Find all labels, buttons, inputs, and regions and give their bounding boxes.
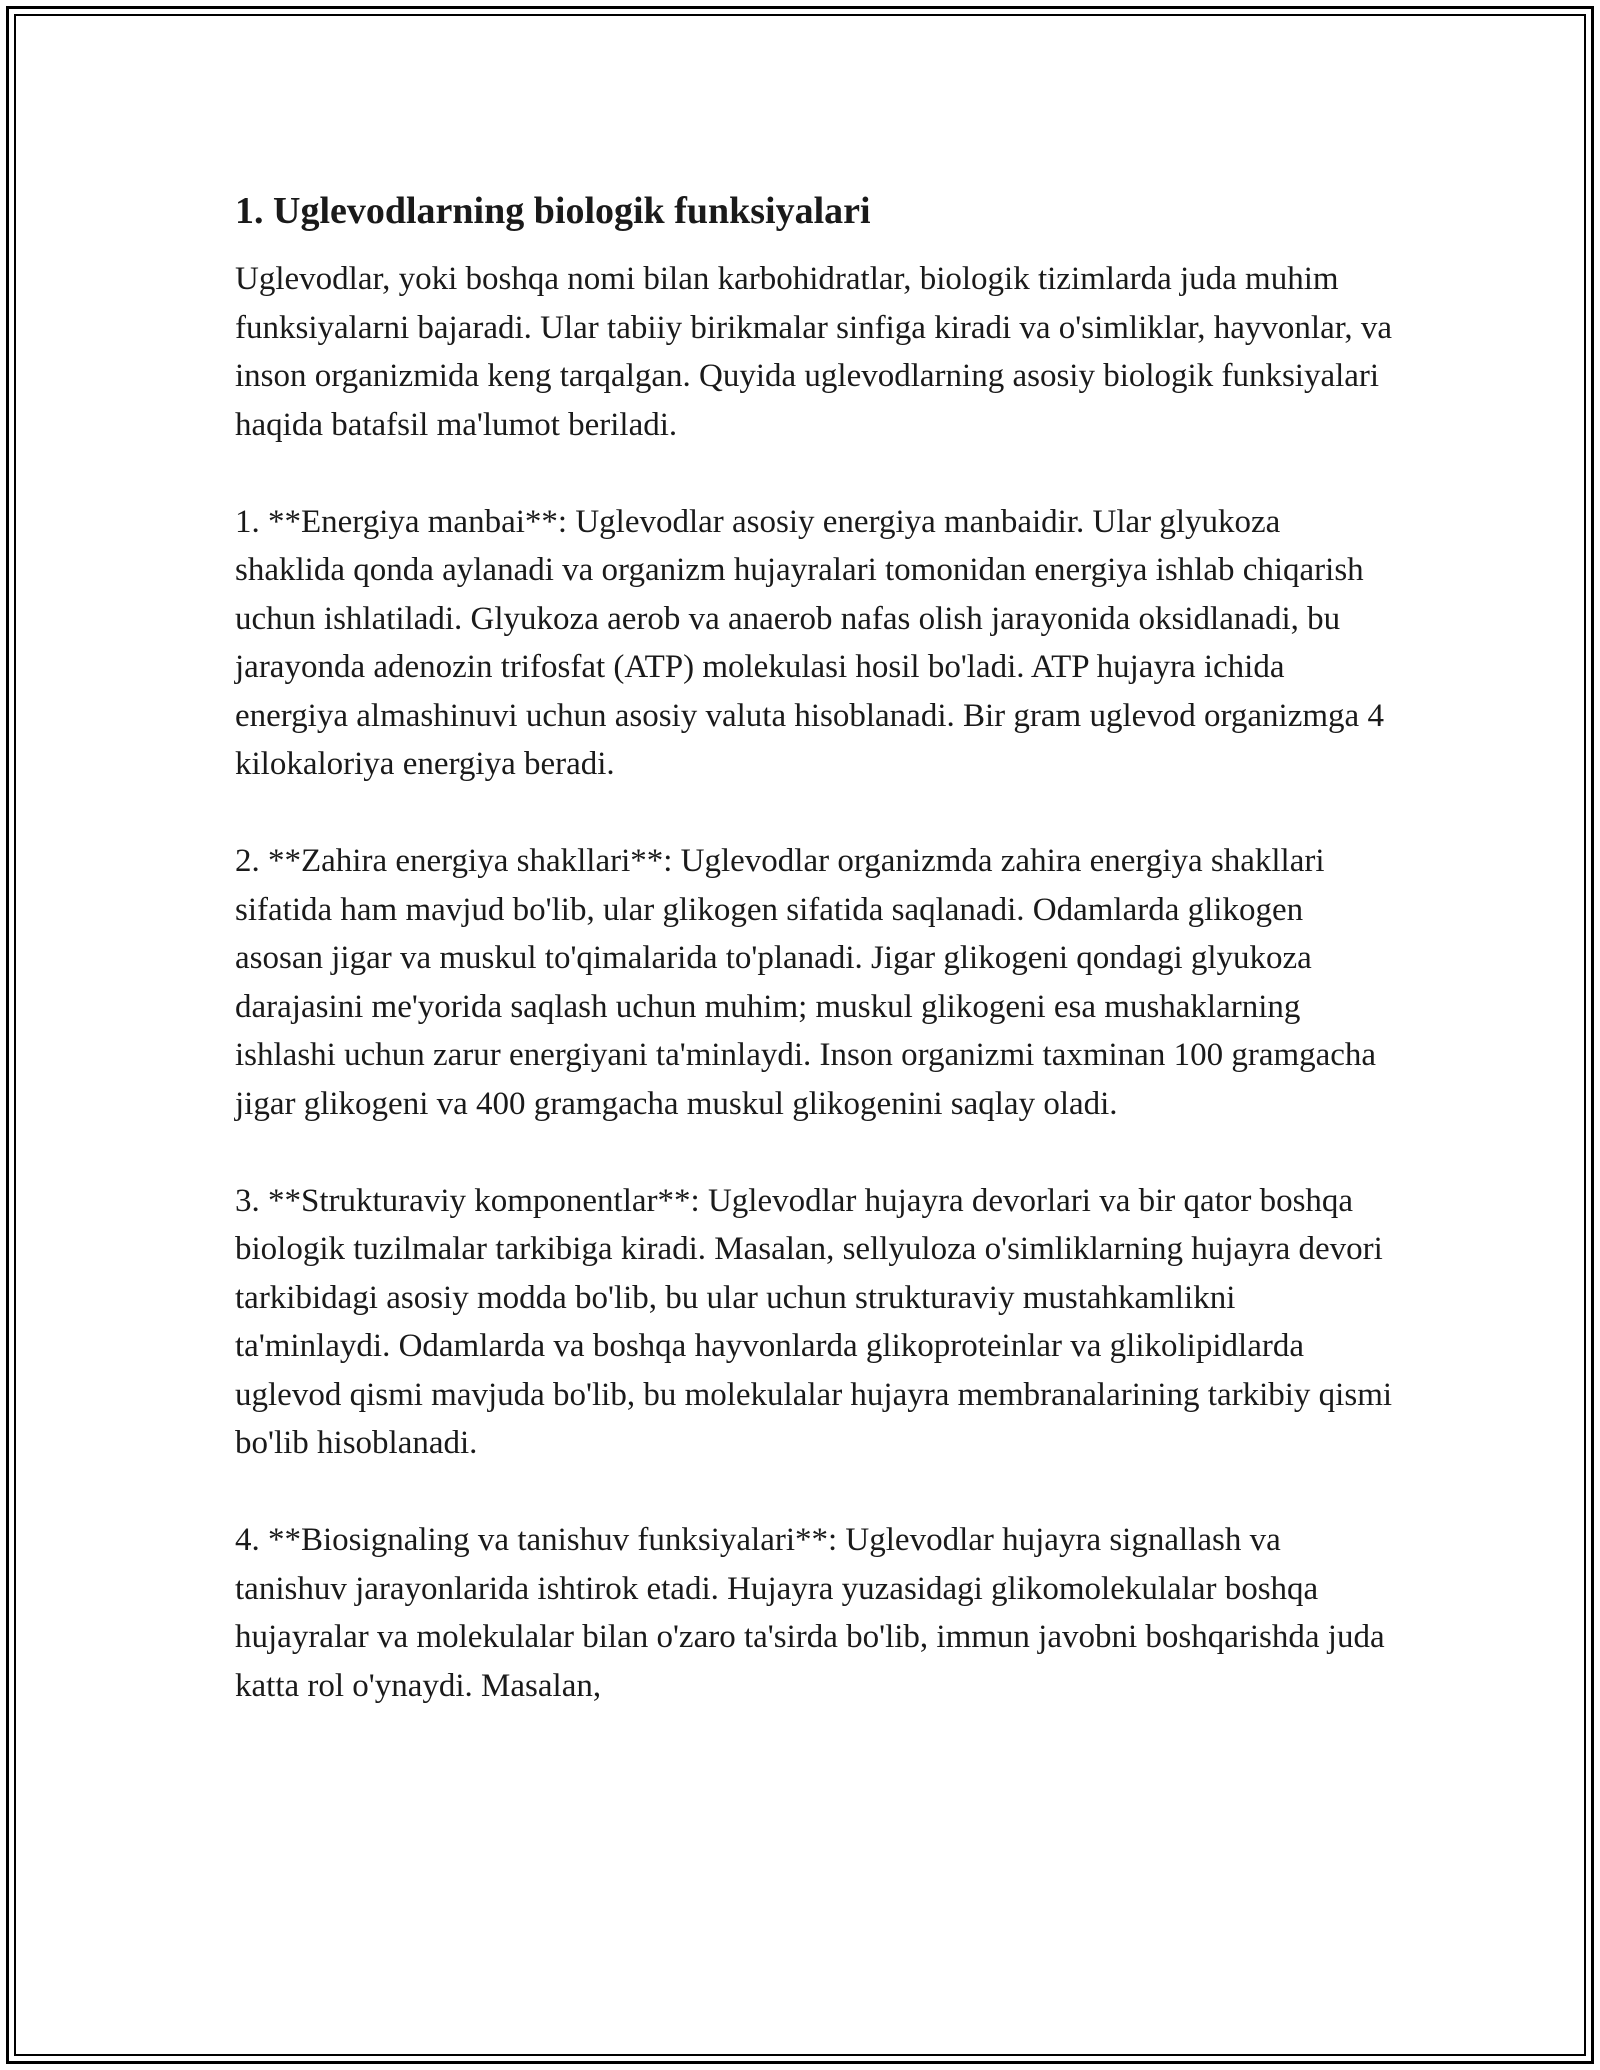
paragraph-biosignaling: 4. **Biosignaling va tanishuv funksiyalari**: Uglevodlar hujayra signallash va tanishuv jarayonlarida ishtirok etadi. Hujayra yuzasidagi glikomolekulalar boshqa hujayralar va molekulalar bilan o'zaro ta'sirda bo'lib, immun javobni boshqarishda juda katta rol o'ynaydi. Masalan, bbox=[235, 1522, 1385, 1704]
section-heading: 1. Uglevodlarning biologik funksiyalari bbox=[235, 190, 871, 232]
paragraph-structural-components: 3. **Strukturaviy komponentlar**: Uglevodlar hujayra devorlari va bir qator boshqa biologik tuzilmalar tarkibiga kiradi. Masalan, sellyuloza o'simliklarning hujayra devori tarkibidagi asosiy modda bo'lib, bu ular uchun strukturaviy mustahkamlikni ta'minlaydi. Odamlarda va boshqa hayvonlarda glikoproteinlar va glikolipidlarda uglevod qismi mavjuda bo'lib, bu molekulalar hujayra membranalarining tarkibiy qismi bo'lib hisoblanadi. bbox=[235, 1182, 1393, 1461]
intro-paragraph: Uglevodlar, yoki boshqa nomi bilan karbohidratlar, biologik tizimlarda juda muhim funksiyalarni bajaradi. Ular tabiiy birikmalar sinfiga kiradi va o'simliklar, hayvonlar, va inson organizmida keng tarqalgan. Quyida uglevodlarning asosiy biologik funksiyalari haqida batafsil ma'lumot beriladi. bbox=[235, 261, 1393, 443]
paragraph-energy-storage: 2. **Zahira energiya shakllari**: Uglevodlar organizmda zahira energiya shakllari sifatida ham mavjud bo'lib, ular glikogen sifatida saqlanadi. Odamlarda glikogen asosan jigar va muskul to'qimalarida to'planadi. Jigar glikogeni qondagi glyukoza darajasini me'yorida saqlash uchun muhim; muskul glikogeni esa mushaklarning ishlashi uchun zarur energiyani ta'minlaydi. Inson organizmi taxminan 100 gramgacha jigar glikogeni va 400 gramgacha muskul glikogenini saqlay oladi. bbox=[235, 843, 1377, 1122]
document-body bbox=[235, 185, 1395, 1759]
paragraph-energy-source: 1. **Energiya manbai**: Uglevodlar asosiy energiya manbaidir. Ular glyukoza shaklida qonda aylanadi va organizm hujayralari tomonidan energiya ishlab chiqarish uchun ishlatiladi. Glyukoza aerob va anaerob nafas olish jarayonida oksidlanadi, bu jarayonda adenozin trifosfat (ATP) molekulasi hosil bo'ladi. ATP hujayra ichida energiya almashinuvi uchun asosiy valuta hisoblanadi. Bir gram uglevod organizmga 4 kilokaloriya energiya beradi. bbox=[235, 503, 1384, 782]
